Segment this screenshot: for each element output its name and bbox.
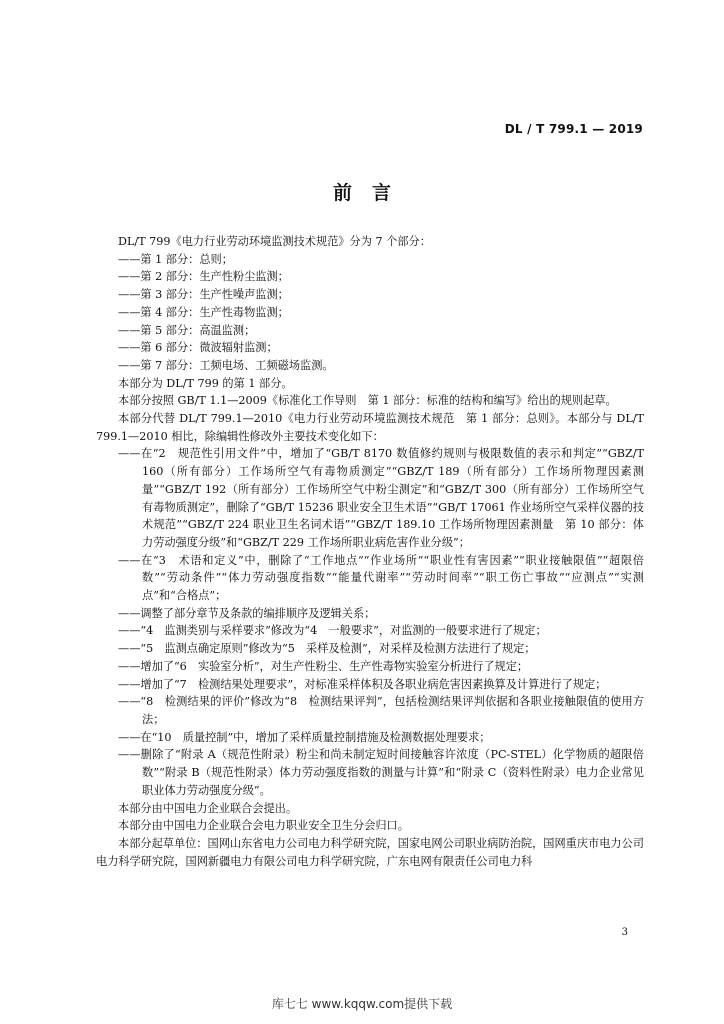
intro-paragraph: DL/T 799《电力行业劳动环境监测技术规范》分为 7 个部分： xyxy=(118,235,431,248)
under-paragraph: 本部分由中国电力企业联合会电力职业安全卫生分会归口。 xyxy=(118,819,409,833)
change-item: ——在“3 术语和定义”中，删除了“工作地点”“作业场所”“职业性有害因素”“职业接触限值”“超限倍数”“劳动条件”“体力劳动强度指数”“能量代谢率”“劳动时间率”“职工伤亡事故”“应测点”“实测点”和“合格点”； xyxy=(118,553,644,603)
change-item: ——“4 监测类别与采样要求”修改为“4 一般要求”，对监测的一般要求进行了规定； xyxy=(118,624,547,638)
replaces-paragraph: 本部分代替 DL/T 799.1—2010《电力行业劳动环境监测技术规范 第 1 部分：总则》。本部分与 DL/T 799.1—2010 相比，除编辑性修改外主要技术变化如下： xyxy=(96,412,644,443)
standard-code: DL / T 799.1 — 2019 xyxy=(504,122,643,136)
document-body xyxy=(96,233,644,870)
download-footer: 库七七 www.kqqw.com提供下载 xyxy=(271,997,453,1011)
page-number: 3 xyxy=(621,927,628,938)
drafting-rule-paragraph: 本部分按照 GB/T 1.1—2009《标准化工作导则 第 1 部分：标准的结构和编写》给出的规则起草。 xyxy=(118,394,617,408)
change-item: ——增加了“6 实验室分析”，对生产性粉尘、生产性毒物实验室分析进行了规定； xyxy=(118,659,529,673)
change-item: ——调整了部分章节及条款的编排顺序及逻辑关系； xyxy=(118,606,376,620)
change-item: ——“5 监测点确定原则”修改为“5 采样及检测”，对采样及检测方法进行了规定； xyxy=(118,642,536,656)
part-list-item: ——第 4 部分：生产性毒物监测； xyxy=(118,305,289,319)
proposed-by-paragraph: 本部分由中国电力企业联合会提出。 xyxy=(118,801,298,815)
change-item: ——在“10 质量控制”中，增加了采样质量控制措施及检测数据处理要求； xyxy=(118,730,491,744)
part-list-item: ——第 6 部分：微波辐射监测； xyxy=(118,341,278,355)
part-list-item: ——第 2 部分：生产性粉尘监测； xyxy=(118,270,289,284)
part-list-item: ——第 3 部分：生产性噪声监测； xyxy=(118,288,289,302)
part-list-item: ——第 7 部分：工频电场、工频磁场监测。 xyxy=(118,358,334,372)
change-item: ——增加了“7 检测结果处理要求”，对标准采样体积及各职业病危害因素换算及计算进行了规定； xyxy=(118,677,607,691)
part-list-item: ——第 1 部分：总则； xyxy=(118,252,233,266)
part-list-item: ——第 5 部分：高温监测； xyxy=(118,323,256,337)
part-statement: 本部分为 DL/T 799 的第 1 部分。 xyxy=(118,376,293,390)
change-item: ——删除了“附录 A（规范性附录）粉尘和尚未制定短时间接触容许浓度（PC-STEL）化学物质的超限倍数”“附录 B（规范性附录）体力劳动强度指数的测量与计算”和“附录 C（资料性附录）电力企业常见职业体力劳动强度分级”。 xyxy=(118,748,644,797)
drafters-paragraph: 本部分起草单位：国网山东省电力公司电力科学研究院，国家电网公司职业病防治院，国网重庆市电力公司电力科学研究院，国网新疆电力有限公司电力科学研究院，广东电网有限责任公司电力科 xyxy=(96,836,644,868)
change-item: ——在“2 规范性引用文件”中，增加了“GB/T 8170 数值修约规则与极限数值的表示和判定”“GBZ/T 160（所有部分）工作场所空气有毒物质测定”“GBZ/T 189（所有部分）工作场所物理因素测量”“GBZ/T 192（所有部分）工作场所空气中粉尘测定”和“GBZ/T 300（所有部分）工作场所空气有毒物质测定”，删除了“GB/T 15236 职业安全卫生术语”“GB/T 17061 作业场所空气采样仪器的技术规范”“GBZ/T 224 职业卫生名词术语”“GBZ/T 189.10 工作场所物理因素测量 第 10 部分：体力劳动强度分级”和“GBZ/T 229 工作场所职业病危害作业分级”； xyxy=(118,447,644,549)
change-item: ——“8 检测结果的评价”修改为“8 检测结果评判”，包括检测结果评判依据和各职业接触限值的使用方法； xyxy=(118,695,644,726)
page-title: 前言 xyxy=(332,182,411,204)
